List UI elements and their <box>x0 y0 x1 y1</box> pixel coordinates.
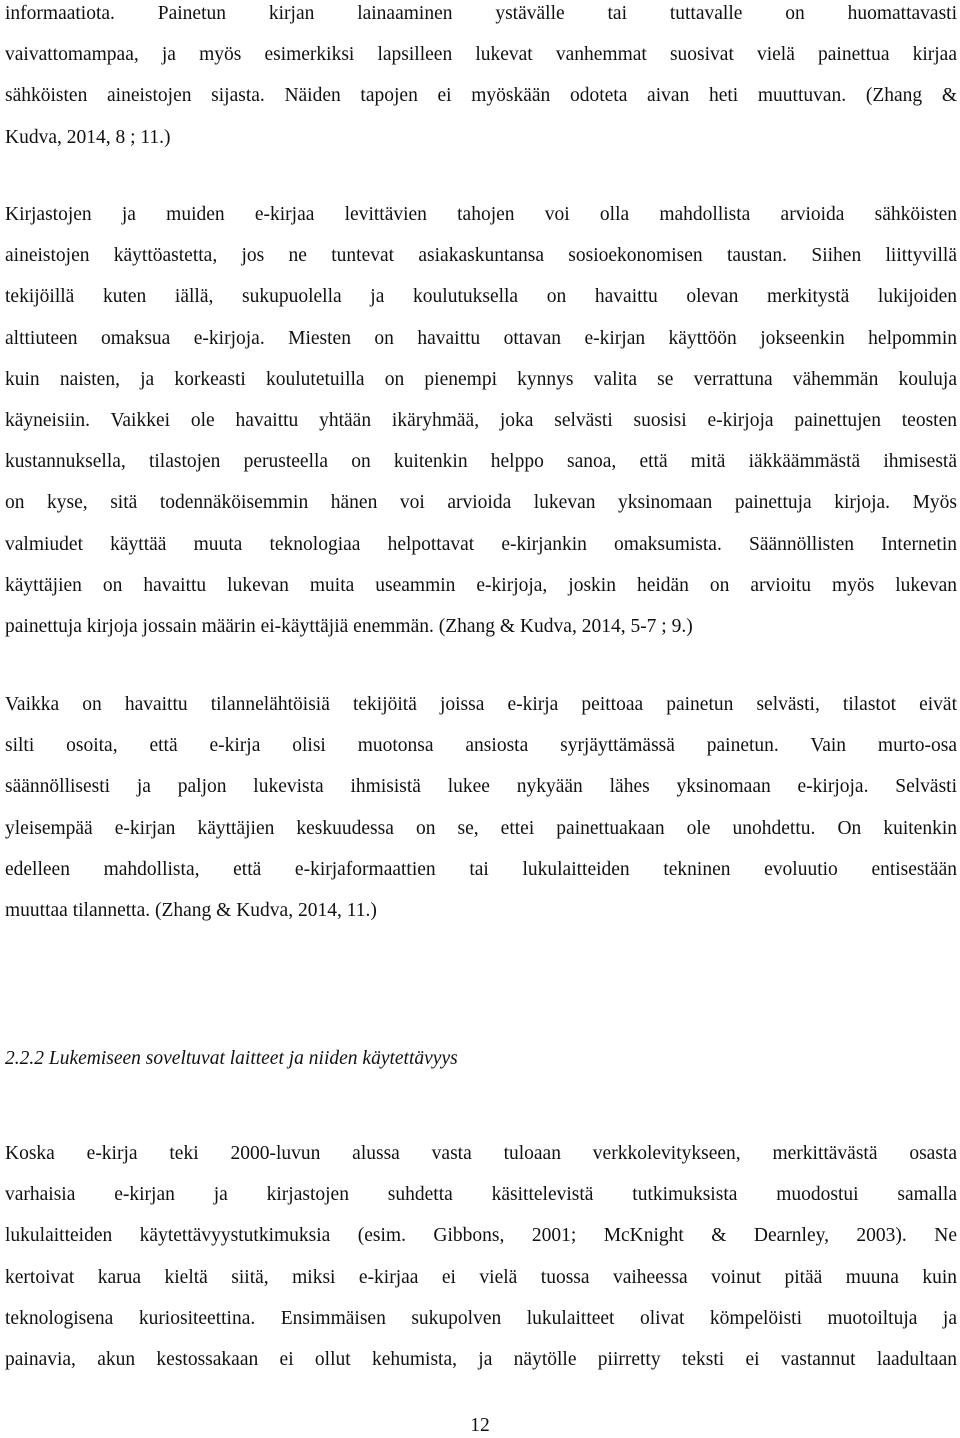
text-line: vaivattomampaa, ja myös esimerkiksi lapsilleen lukevat vanhemmat suosivat vielä painettua kirjaa <box>5 44 957 66</box>
text-line: silti osoita, että e-kirja olisi muotonsa ansiosta syrjäyttämässä painetun. Vain murto-osa <box>5 735 957 757</box>
text-line: valmiudet käyttää muuta teknologiaa helpottavat e-kirjankin omaksumista. Säännöllisten Internetin <box>5 533 957 555</box>
text-line: yleisempää e-kirjan käyttäjien keskuudessa on se, ettei painettuakaan ole unohdettu. On kuitenkin <box>5 817 957 839</box>
text-line: Kirjastojen ja muiden e-kirjaa levittävien tahojen voi olla mahdollista arvioida sähköisten <box>5 204 957 225</box>
text-line: alttiuteen omaksua e-kirjoja. Miesten on havaittu ottavan e-kirjan käyttöön jokseenkin helpommin <box>5 327 957 349</box>
paragraph <box>5 684 957 931</box>
section-heading: 2.2.2 Lukemiseen soveltuvat laitteet ja niiden käytettävyys <box>5 1048 458 1069</box>
text-line: lukulaitteiden käytettävyystutkimuksia (esim. Gibbons, 2001; McKnight & Dearnley, 2003). Ne <box>5 1225 957 1247</box>
text-line: painavia, akun kestossakaan ei ollut kehumista, ja näytölle piirretty teksti ei vastannut laadultaan <box>5 1349 957 1371</box>
paragraph <box>5 194 957 647</box>
text-line: muuttaa tilannetta. (Zhang & Kudva, 2014, 11.) <box>5 900 377 922</box>
text-line: Vaikka on havaittu tilannelähtöisiä tekijöitä joissa e-kirja peittoaa painetun selvästi, tilastot eivät <box>5 694 957 715</box>
text-line: Kudva, 2014, 8 ; 11.) <box>5 126 171 148</box>
text-line: kertoivat karua kieltä siitä, miksi e-kirjaa ei vielä tuossa vaiheessa voinut pitää muuna kuin <box>5 1266 957 1288</box>
text-line: painettuja kirjoja jossain määrin ei-käyttäjiä enemmän. (Zhang & Kudva, 2014, 5-7 ; 9.) <box>5 616 693 638</box>
text-line: kuin naisten, ja korkeasti koulutetuilla on pienempi kynnys valita se verrattuna vähemmän kouluja <box>5 368 957 390</box>
paragraph <box>5 0 957 158</box>
text-line: säännöllisesti ja paljon lukevista ihmisistä lukee nykyään lähes yksinomaan e-kirjoja. Selvästi <box>5 776 957 798</box>
text-line: informaatiota. Painetun kirjan lainaaminen ystävälle tai tuttavalle on huomattavasti <box>5 3 957 24</box>
paragraph <box>5 1133 957 1380</box>
text-line: varhaisia e-kirjan ja kirjastojen suhdetta käsittelevistä tutkimuksista muodostui samalla <box>5 1184 957 1206</box>
text-line: on kyse, sitä todennäköisemmin hänen voi arvioida lukevan yksinomaan painettuja kirjoja. Myös <box>5 492 957 514</box>
text-line: käyttäjien on havaittu lukevan muita useammin e-kirjoja, joskin heidän on arvioitu myös lukevan <box>5 574 957 596</box>
text-line: sähköisten aineistojen sijasta. Näiden tapojen ei myöskään odoteta aivan heti muuttuvan. (Zhang & <box>5 85 957 107</box>
text-line: edelleen mahdollista, että e-kirjaformaattien tai lukulaitteiden tekninen evoluutio entisestään <box>5 858 957 880</box>
text-line: teknologisena kuriositeettina. Ensimmäisen sukupolven lukulaitteet olivat kömpelöisti muotoiltuja ja <box>5 1307 957 1329</box>
text-line: Koska e-kirja teki 2000-luvun alussa vasta tuloaan verkkolevitykseen, merkittävästä osasta <box>5 1143 957 1164</box>
page-number: 12 <box>470 1415 490 1436</box>
text-line: tekijöillä kuten iällä, sukupuolella ja koulutuksella on havaittu olevan merkitystä lukijoiden <box>5 286 957 308</box>
text-line: kustannuksella, tilastojen perusteella on kuitenkin helppo sanoa, että mitä iäkkäämmästä ihmisestä <box>5 451 957 473</box>
text-line: käyneisiin. Vaikkei ole havaittu yhtään ikäryhmää, joka selvästi suosisi e-kirjoja painettujen teosten <box>5 410 957 432</box>
text-line: aineistojen käyttöastetta, jos ne tuntevat asiakaskuntansa sosioekonomisen taustan. Siihen liittyvillä <box>5 245 957 267</box>
